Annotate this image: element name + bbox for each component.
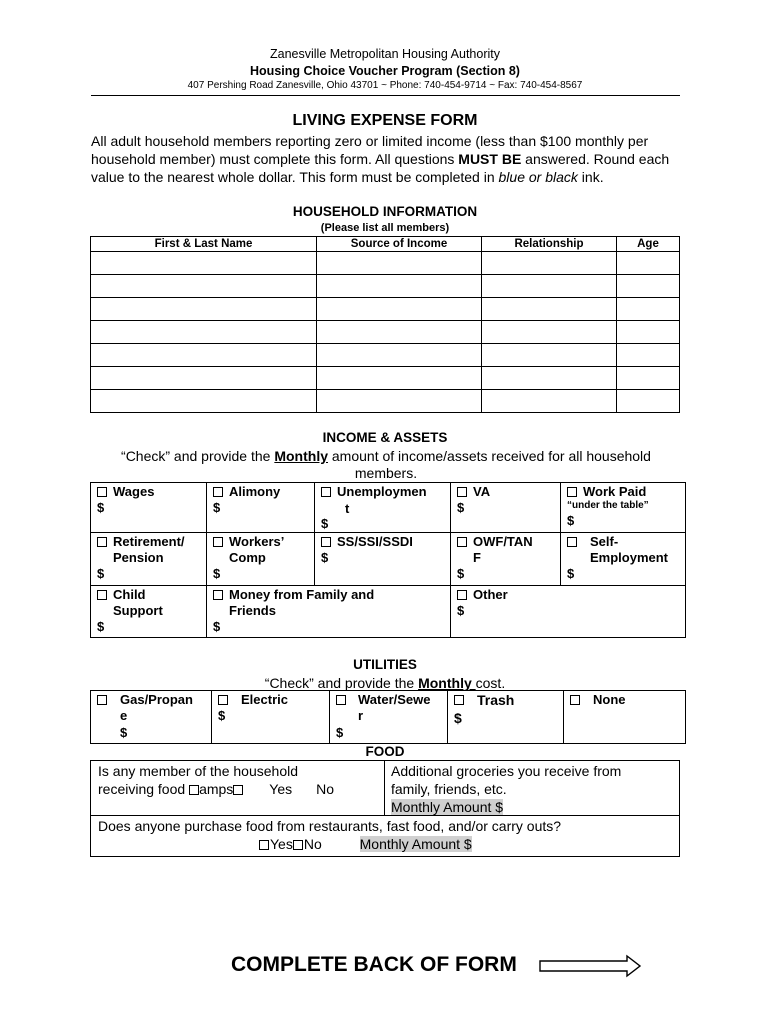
workers-comp-checkbox[interactable] bbox=[213, 537, 223, 547]
income-instr-text-2: amount of income/assets received for all household members. bbox=[328, 448, 651, 481]
income-grid-vline bbox=[450, 482, 451, 637]
none-label: None bbox=[593, 692, 626, 707]
form-title: LIVING EXPENSE FORM bbox=[292, 112, 478, 129]
income-instructions bbox=[91, 448, 681, 482]
food-stamps-text-cont: amps bbox=[199, 781, 234, 797]
program-name: Housing Choice Voucher Program (Section 8) bbox=[250, 64, 520, 78]
additional-groceries-line2: family, friends, etc. bbox=[391, 781, 507, 797]
workers-comp-label: Workers’ bbox=[229, 534, 285, 549]
age-field[interactable] bbox=[617, 367, 680, 390]
owf-amount[interactable]: $ bbox=[457, 566, 465, 581]
organization-name: Zanesville Metropolitan Housing Authority bbox=[270, 47, 500, 61]
ssi-amount[interactable]: $ bbox=[321, 550, 329, 565]
restaurant-yes-checkbox[interactable] bbox=[259, 840, 269, 850]
age-field[interactable] bbox=[617, 298, 680, 321]
relationship-field[interactable] bbox=[482, 321, 617, 344]
self-employment-amount[interactable]: $ bbox=[567, 566, 575, 581]
income-source-field[interactable] bbox=[317, 390, 482, 413]
relationship-field[interactable] bbox=[482, 344, 617, 367]
column-header-income-source: Source of Income bbox=[317, 237, 482, 252]
income-source-field[interactable] bbox=[317, 367, 482, 390]
income-source-field[interactable] bbox=[317, 298, 482, 321]
unemployment-label: Unemploymen bbox=[337, 484, 427, 499]
unemployment-checkbox[interactable] bbox=[321, 487, 331, 497]
trash-label: Trash bbox=[477, 692, 515, 708]
income-grid-hline bbox=[90, 585, 686, 586]
work-paid-checkbox[interactable] bbox=[567, 487, 577, 497]
intro-paragraph bbox=[91, 132, 681, 186]
gas-amount[interactable]: $ bbox=[120, 725, 128, 740]
self-employment-label: Self- bbox=[590, 534, 619, 549]
column-header-age: Age bbox=[617, 237, 680, 252]
child-support-checkbox[interactable] bbox=[97, 590, 107, 600]
va-label: VA bbox=[473, 484, 491, 499]
money-family-checkbox[interactable] bbox=[213, 590, 223, 600]
ssi-label: SS/SSI/SSDI bbox=[337, 534, 413, 549]
income-instr-text-1: “Check” and provide the bbox=[121, 448, 275, 464]
restaurant-no-label: No bbox=[303, 836, 322, 852]
trash-amount[interactable]: $ bbox=[454, 710, 462, 726]
name-field[interactable] bbox=[91, 344, 317, 367]
owf-checkbox[interactable] bbox=[457, 537, 467, 547]
alimony-label: Alimony bbox=[229, 484, 281, 499]
column-header-name: First & Last Name bbox=[91, 237, 317, 252]
income-source-field[interactable] bbox=[317, 344, 482, 367]
food-stamps-yes-box[interactable] bbox=[233, 785, 243, 795]
other-label: Other bbox=[473, 587, 508, 602]
unemployment-amount[interactable]: $ bbox=[321, 516, 329, 531]
water-amount[interactable]: $ bbox=[336, 725, 344, 740]
restaurant-no-checkbox[interactable] bbox=[293, 840, 303, 850]
relationship-field[interactable] bbox=[482, 298, 617, 321]
age-field[interactable] bbox=[617, 321, 680, 344]
food-stamps-question-line1: Is any member of the household bbox=[98, 763, 299, 779]
restaurant-monthly-amount-field[interactable]: Monthly Amount $ bbox=[359, 836, 472, 852]
name-field[interactable] bbox=[91, 390, 317, 413]
owf-label-cont: F bbox=[473, 550, 481, 565]
gas-checkbox[interactable] bbox=[97, 695, 107, 705]
water-label-cont: r bbox=[358, 708, 364, 723]
food-stamps-no-label: No bbox=[316, 781, 335, 797]
complete-back-notice: COMPLETE BACK OF FORM bbox=[231, 953, 517, 976]
va-checkbox[interactable] bbox=[457, 487, 467, 497]
household-table bbox=[90, 236, 680, 413]
household-note: (Please list all members) bbox=[320, 222, 450, 234]
age-field[interactable] bbox=[617, 275, 680, 298]
groceries-monthly-amount-field[interactable]: Monthly Amount $ bbox=[391, 799, 504, 815]
name-field[interactable] bbox=[91, 367, 317, 390]
relationship-field[interactable] bbox=[482, 252, 617, 275]
name-field[interactable] bbox=[91, 275, 317, 298]
retirement-label: Retirement/ bbox=[113, 534, 185, 549]
self-employment-label-cont: Employment bbox=[590, 550, 669, 565]
household-header-row bbox=[91, 237, 680, 252]
money-family-label: Money from Family and bbox=[229, 587, 375, 602]
food-stamps-yes-label: Yes bbox=[269, 781, 293, 797]
wages-amount[interactable]: $ bbox=[97, 500, 105, 515]
restaurant-answer bbox=[259, 835, 472, 853]
income-grid-hline bbox=[90, 532, 686, 533]
ssi-checkbox[interactable] bbox=[321, 537, 331, 547]
household-row bbox=[91, 344, 680, 367]
intro-text-3: ink. bbox=[577, 169, 604, 185]
income-source-field[interactable] bbox=[317, 321, 482, 344]
water-checkbox[interactable] bbox=[336, 695, 346, 705]
other-checkbox[interactable] bbox=[457, 590, 467, 600]
relationship-field[interactable] bbox=[482, 390, 617, 413]
header-divider bbox=[91, 95, 680, 96]
household-row bbox=[91, 367, 680, 390]
money-family-amount[interactable]: $ bbox=[213, 619, 221, 634]
restaurant-yes-label: Yes bbox=[270, 836, 293, 852]
va-amount[interactable]: $ bbox=[457, 500, 465, 515]
alimony-amount[interactable]: $ bbox=[213, 500, 221, 515]
utilities-title: UTILITIES bbox=[353, 657, 417, 672]
wages-checkbox[interactable] bbox=[97, 487, 107, 497]
income-grid-vline bbox=[206, 482, 207, 637]
income-source-field[interactable] bbox=[317, 275, 482, 298]
relationship-field[interactable] bbox=[482, 275, 617, 298]
age-field[interactable] bbox=[617, 390, 680, 413]
income-source-field[interactable] bbox=[317, 252, 482, 275]
utilities-instr-text-2: cost. bbox=[475, 675, 506, 691]
household-row bbox=[91, 275, 680, 298]
income-title: INCOME & ASSETS bbox=[322, 430, 448, 445]
age-field[interactable] bbox=[617, 344, 680, 367]
retirement-amount[interactable]: $ bbox=[97, 566, 105, 581]
child-support-amount[interactable]: $ bbox=[97, 619, 105, 634]
water-label: Water/Sewe bbox=[358, 692, 431, 707]
age-field[interactable] bbox=[617, 252, 680, 275]
name-field[interactable] bbox=[91, 298, 317, 321]
income-instr-monthly: Monthly bbox=[274, 448, 328, 464]
additional-groceries-line1: Additional groceries you receive from bbox=[391, 763, 622, 779]
utilities-grid-vline bbox=[329, 690, 330, 743]
none-checkbox[interactable] bbox=[570, 695, 580, 705]
gas-label: Gas/Propan bbox=[120, 692, 193, 707]
electric-label: Electric bbox=[241, 692, 288, 707]
utilities-instr-text-1: “Check” and provide the bbox=[264, 675, 419, 691]
retirement-label-cont: Pension bbox=[113, 550, 164, 565]
restaurant-question: Does anyone purchase food from restaurants, fast food, and/or carry outs? bbox=[98, 818, 562, 834]
intro-ink-colors: blue or black bbox=[498, 169, 578, 185]
utilities-instructions bbox=[0, 675, 770, 691]
money-family-label-cont: Friends bbox=[229, 603, 276, 618]
utilities-grid-vline bbox=[563, 690, 564, 743]
child-support-label: Child bbox=[113, 587, 146, 602]
workers-comp-amount[interactable]: $ bbox=[213, 566, 221, 581]
household-title: HOUSEHOLD INFORMATION bbox=[292, 204, 478, 219]
electric-amount[interactable]: $ bbox=[218, 708, 226, 723]
under-table-note: “under the table” bbox=[567, 500, 649, 511]
name-field[interactable] bbox=[91, 321, 317, 344]
intro-must-be: MUST BE bbox=[458, 151, 522, 167]
name-field[interactable] bbox=[91, 252, 317, 275]
self-employment-checkbox[interactable] bbox=[567, 537, 577, 547]
household-row bbox=[91, 298, 680, 321]
right-arrow-icon bbox=[539, 953, 643, 979]
wages-label: Wages bbox=[113, 484, 155, 499]
utilities-grid-vline bbox=[447, 690, 448, 743]
retirement-checkbox[interactable] bbox=[97, 537, 107, 547]
utilities-instr-monthly: Monthly bbox=[418, 675, 476, 691]
food-stamps-text: receiving food bbox=[98, 781, 190, 797]
other-amount[interactable]: $ bbox=[457, 603, 465, 618]
column-header-relationship: Relationship bbox=[482, 237, 617, 252]
electric-checkbox[interactable] bbox=[218, 695, 228, 705]
household-row bbox=[91, 321, 680, 344]
unemployment-label-cont: t bbox=[345, 501, 350, 516]
food-stamps-yes-checkbox[interactable] bbox=[189, 785, 199, 795]
child-support-label-cont: Support bbox=[113, 603, 163, 618]
food-stamps-question-line2 bbox=[98, 780, 334, 798]
food-grid-vline bbox=[384, 760, 385, 815]
gas-label-cont: e bbox=[120, 708, 128, 723]
food-title: FOOD bbox=[365, 744, 405, 759]
income-grid-vline bbox=[560, 482, 561, 585]
utilities-grid-vline bbox=[211, 690, 212, 743]
income-grid-vline bbox=[314, 482, 315, 585]
household-row bbox=[91, 252, 680, 275]
work-paid-label: Work Paid bbox=[583, 484, 647, 499]
alimony-checkbox[interactable] bbox=[213, 487, 223, 497]
food-stamps-question bbox=[98, 762, 334, 798]
additional-groceries bbox=[391, 762, 621, 816]
owf-label: OWF/TAN bbox=[473, 534, 533, 549]
work-paid-amount[interactable]: $ bbox=[567, 513, 575, 528]
intro-text-2: answered. Round each value to the nearest whole dollar. This form must be completed in bbox=[91, 151, 670, 185]
workers-comp-label-cont: Comp bbox=[229, 550, 266, 565]
relationship-field[interactable] bbox=[482, 367, 617, 390]
trash-checkbox[interactable] bbox=[454, 695, 464, 705]
household-row bbox=[91, 390, 680, 413]
intro-text-1: All adult household members reporting zero or limited income (less than $100 monthly per household member) must complete this form. All questions bbox=[91, 133, 649, 167]
organization-address: 407 Pershing Road Zanesville, Ohio 43701 ~ Phone: 740-454-9714 ~ Fax: 740-454-8567 bbox=[187, 80, 583, 91]
